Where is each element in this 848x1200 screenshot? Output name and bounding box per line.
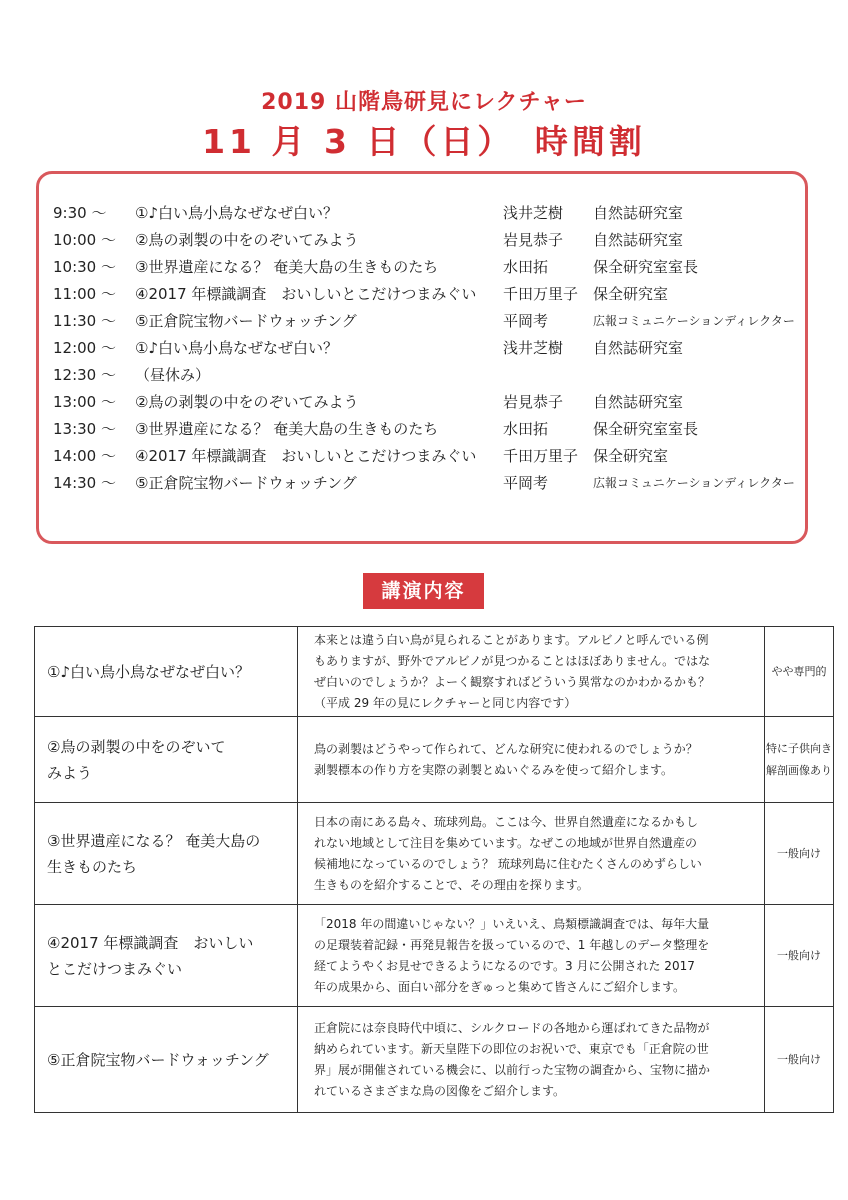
speaker-name: 浅井芝樹 (503, 339, 564, 357)
audience-level-line: やや専門的 (771, 664, 827, 678)
lecture-description (298, 803, 765, 905)
lecture-description (298, 717, 765, 803)
speaker-name: 水田拓 (503, 420, 549, 438)
schedule-title: ①♪白い鳥小鳥なぜなぜ白い？ (135, 204, 339, 222)
lecture-description-line: 鳥の剥製はどうやって作られて、どんな研究に使われるのでしょうか？ (314, 741, 698, 756)
lecture-description-line: 剥製標本の作り方を実際の剥製とぬいぐるみを使って紹介します。 (314, 762, 674, 777)
speaker-name: 浅井芝樹 (503, 204, 564, 222)
table-row (35, 1007, 834, 1113)
lecture-topic-line: 生きものたち (47, 857, 138, 876)
schedule-title: ⑤正倉院宝物バードウォッチング (135, 474, 357, 492)
schedule-time: 9:30 ～ (53, 204, 107, 222)
lecture-description-line: 納められています。新天皇陛下の即位のお祝いで、東京でも「正倉院の世 (314, 1041, 709, 1056)
schedule-title: ①♪白い鳥小鳥なぜなぜ白い？ (135, 339, 339, 357)
lecture-topic-line: とこだけつまみぐい (47, 959, 183, 978)
lecture-topic-line: ④2017 年標識調査 おいしい (47, 933, 254, 952)
audience-level-line: 一般向け (777, 846, 821, 860)
schedule-title: ⑤正倉院宝物バードウォッチング (135, 312, 357, 330)
speaker-name: 平岡考 (503, 474, 549, 492)
schedule-title: ②鳥の剥製の中をのぞいてみよう (135, 231, 359, 249)
schedule-time: 13:00 ～ (53, 393, 116, 411)
schedule-time: 10:00 ～ (53, 231, 116, 249)
table-row (35, 717, 834, 803)
speaker-dept: 保全研究室 (593, 447, 669, 465)
audience-level-line: 一般向け (777, 1052, 821, 1066)
speaker-dept: 自然誌研究室 (593, 393, 684, 411)
speaker-dept: 保全研究室室長 (593, 258, 699, 276)
lecture-description-line: 「2018 年の間違いじゃない？」いえいえ、鳥類標識調査では、毎年大量 (314, 916, 710, 931)
speaker-dept: 自然誌研究室 (593, 231, 684, 249)
audience-level (765, 803, 834, 905)
schedule-title: ④2017 年標識調査 おいしいとこだけつまみぐい (135, 447, 477, 465)
lecture-topic (35, 905, 298, 1007)
audience-level (765, 905, 834, 1007)
speaker-dept: 自然誌研究室 (593, 204, 684, 222)
lecture-topic (35, 717, 298, 803)
lecture-description-line: （平成 29 年の見にレクチャーと同じ内容です） (314, 695, 577, 710)
schedule-time: 12:30 ～ (53, 366, 116, 384)
lecture-description-line: 年の成果から、面白い部分をぎゅっと集めて皆さんにご紹介します。 (314, 979, 686, 994)
schedule-time: 14:30 ～ (53, 474, 116, 492)
schedule-time: 13:30 ～ (53, 420, 116, 438)
lecture-description (298, 627, 765, 717)
lecture-description-line: ぜ白いのでしょうか？よーく観察すればどういう異常なのかわかるかも？ (314, 674, 711, 689)
lecture-description-line: 日本の南にある島々、琉球列島。ここは今、世界自然遺産になるかもし (314, 814, 699, 829)
speaker-dept: 広報コミュニケーションディレクター (593, 314, 795, 328)
schedule-title: ④2017 年標識調査 おいしいとこだけつまみぐい (135, 285, 477, 303)
speaker-dept: 保全研究室 (593, 285, 669, 303)
audience-level (765, 1007, 834, 1113)
lecture-description-line: 経てようやくお見せできるようになるのです。3 月に公開された 2017 (314, 958, 695, 973)
lecture-description-line: 界」展が開催されている機会に、以前行った宝物の調査から、宝物に描か (314, 1062, 711, 1077)
lecture-topic (35, 1007, 298, 1113)
audience-level-line: 一般向け (777, 948, 821, 962)
schedule-title: ②鳥の剥製の中をのぞいてみよう (135, 393, 359, 411)
speaker-name: 岩見恭子 (503, 231, 564, 249)
table-row (35, 905, 834, 1007)
lecture-description-line: れているさまざまな鳥の図像をご紹介します。 (314, 1083, 566, 1098)
schedule-title: ③世界遺産になる？ 奄美大島の生きものたち (135, 420, 439, 438)
lecture-topic (35, 627, 298, 717)
speaker-dept: 広報コミュニケーションディレクター (593, 476, 795, 490)
page-title: 11 月 3 日（日） 時間割 (202, 122, 646, 161)
lecture-topic-line: ②鳥の剥製の中をのぞいて (47, 737, 226, 756)
lecture-description-line: 生きものを紹介することで、その理由を探ります。 (314, 877, 589, 892)
lecture-description-line: 候補地になっているのでしょう？ 琉球列島に住むたくさんのめずらしい (314, 856, 702, 871)
speaker-name: 千田万里子 (503, 285, 579, 303)
speaker-dept: 保全研究室室長 (593, 420, 699, 438)
lecture-topic (35, 803, 298, 905)
schedule-box (36, 171, 808, 544)
schedule-title: ③世界遺産になる？ 奄美大島の生きものたち (135, 258, 439, 276)
audience-level (765, 627, 834, 717)
lecture-description-line: 正倉院には奈良時代中頃に、シルクロードの各地から運ばれてきた品物が (314, 1020, 710, 1035)
lecture-description (298, 1007, 765, 1113)
table-row (35, 627, 834, 717)
speaker-name: 水田拓 (503, 258, 549, 276)
lecture-topic-line: ①♪白い鳥小鳥なぜなぜ白い？ (47, 662, 251, 681)
section-badge: 講演内容 (363, 573, 484, 609)
schedule-title: （昼休み） (135, 366, 211, 384)
schedule-time: 11:00 ～ (53, 285, 116, 303)
lecture-description-line: 本来とは違う白い鳥が見られることがあります。アルビノと呼んでいる例 (314, 632, 709, 647)
table-row (35, 803, 834, 905)
speaker-name: 岩見恭子 (503, 393, 564, 411)
speaker-name: 平岡考 (503, 312, 549, 330)
speaker-dept: 自然誌研究室 (593, 339, 684, 357)
lecture-topic-line: ⑤正倉院宝物バードウォッチング (47, 1050, 269, 1069)
schedule-time: 10:30 ～ (53, 258, 116, 276)
lecture-description-line: れない地域として注目を集めています。なぜこの地域が世界自然遺産の (314, 835, 698, 850)
schedule-time: 12:00 ～ (53, 339, 116, 357)
schedule-time: 14:00 ～ (53, 447, 116, 465)
lecture-description-line: もありますが、野外でアルビノが見つかることはほぼありません。ではな (314, 653, 711, 668)
audience-level-line: 解剖画像あり (766, 763, 832, 777)
lecture-topic-line: みよう (47, 763, 93, 782)
audience-level-line: 特に子供向き (766, 741, 832, 755)
lecture-description (298, 905, 765, 1007)
audience-level (765, 717, 834, 803)
lecture-table (34, 626, 834, 1113)
lecture-topic-line: ③世界遺産になる？ 奄美大島の (47, 831, 261, 850)
schedule-time: 11:30 ～ (53, 312, 116, 330)
event-subtitle: 2019 山階鳥研見にレクチャー (261, 90, 587, 115)
speaker-name: 千田万里子 (503, 447, 579, 465)
lecture-description-line: の足環装着記録・再発見報告を扱っているので、1 年越しのデータ整理を (314, 937, 710, 952)
